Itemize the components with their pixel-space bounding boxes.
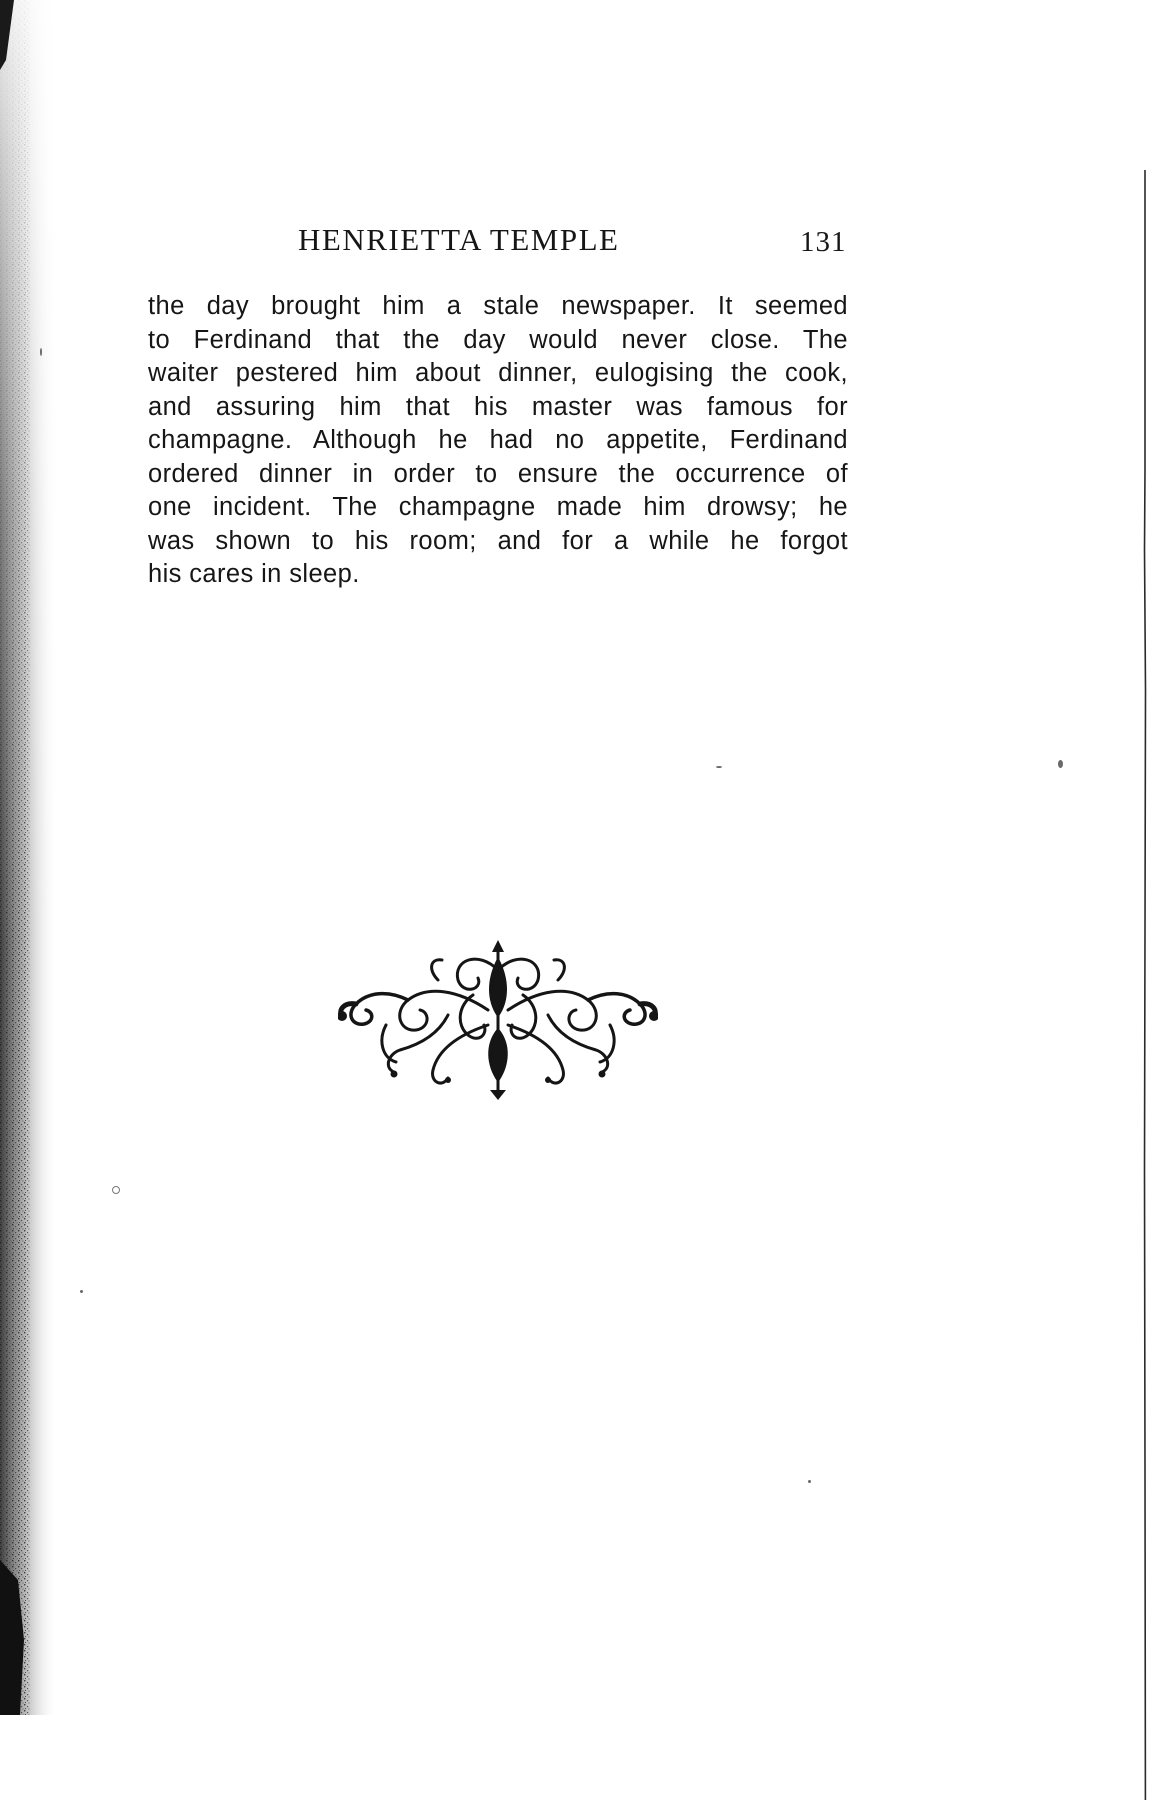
page-number: 131	[800, 226, 847, 258]
floral-tailpiece-icon	[338, 940, 658, 1100]
paper-speck	[80, 1290, 83, 1293]
paper-speck	[40, 348, 42, 356]
text-line: ordered dinner in order to ensure the occurrence of	[148, 459, 848, 488]
text-line: one incident. The champagne made him drowsy; he	[148, 493, 848, 521]
paper-speck	[808, 1480, 811, 1483]
running-title: HENRIETTA TEMPLE	[298, 222, 620, 257]
paper-speck	[716, 766, 722, 768]
text-line: waiter pestered him about dinner, eulogising the cook,	[148, 359, 848, 387]
right-page-edge	[1143, 170, 1147, 1800]
running-head	[298, 222, 858, 264]
text-line: to Ferdinand that the day would never close. The	[148, 325, 848, 354]
text-line: the day brought him a stale newspaper. It seemed	[148, 292, 848, 320]
paper-speck	[1058, 760, 1063, 768]
text-line: his cares in sleep.	[148, 560, 360, 588]
body-text	[148, 290, 848, 592]
paper-speck	[112, 1186, 120, 1194]
binding-shadow	[0, 0, 58, 1715]
text-line: champagne. Although he had no appetite, Ferdinand	[148, 426, 848, 454]
text-line: was shown to his room; and for a while he forgot	[148, 526, 848, 555]
text-line: and assuring him that his master was famous for	[148, 392, 848, 421]
